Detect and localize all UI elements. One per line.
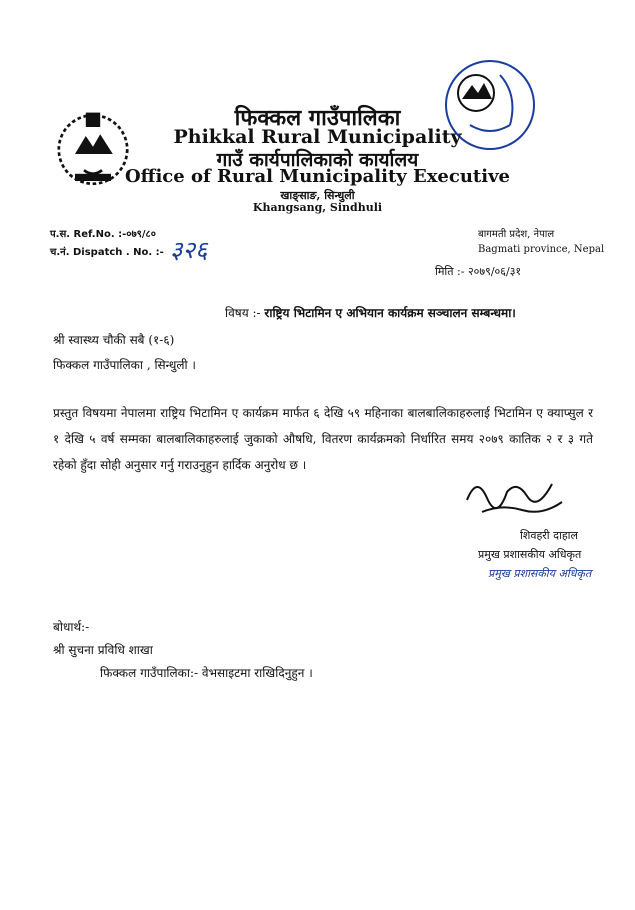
- signatory-stamp: प्रमुख प्रशासकीय अधिकृत: [488, 567, 592, 580]
- subject-label: विषय :-: [225, 306, 261, 320]
- ref-number: प.स. Ref.No. :-०७९/८०: [50, 229, 156, 240]
- address-nepali: खाङ्साङ, सिन्धुली: [280, 189, 355, 202]
- signatory-name: शिवहरी दाहाल: [520, 529, 578, 542]
- office-name-nepali: गाउँ कार्यपालिकाको कार्यालय: [216, 149, 419, 171]
- signatory-title: प्रमुख प्रशासकीय अधिकृत: [478, 548, 582, 561]
- recipient-line-2: फिक्कल गाउँपालिका , सिन्धुली ।: [53, 358, 196, 372]
- cc-line-2: फिक्कल गाउँपालिका:- वेभसाइटमा राखिदिनुहुन ।: [100, 666, 313, 680]
- dispatch-number: ३२६: [170, 236, 208, 264]
- address-english: Khangsang, Sindhuli: [252, 201, 383, 214]
- province-english: Bagmati province, Nepal: [478, 244, 605, 255]
- subject-line: [225, 304, 516, 321]
- cc-line-1: श्री सुचना प्रविधि शाखा: [53, 643, 153, 657]
- municipality-name-nepali: फिक्कल गाउँपालिका: [234, 105, 401, 131]
- office-name-english: Office of Rural Municipality Executive: [125, 166, 510, 187]
- dispatch-label: च.नं. Dispatch . No. :-: [50, 247, 164, 258]
- province-nepali: बागमती प्रदेश, नेपाल: [478, 229, 555, 240]
- letter-body: प्रस्तुत विषयमा नेपालमा राष्ट्रिय भिटामिन ए कार्यक्रम मार्फत ६ देखि ५९ महिनाका बालबालिकाहरुलाई भिटामिन ए क्याप्सुल र १ देखि ५ वर्ष सम्मका बालबालिकाहरुलाई जुकाको औषधि, वितरण कार्यक्रमको निर्धारित समय २०७९ कातिक २ र ३ गते रहेको हुँदा सोही अनुसार गर्नु गराउनुहुन हार्दिक अनुरोध छ ।: [53, 406, 593, 472]
- subject-text: राष्ट्रिय भिटामिन ए अभियान कार्यक्रम सञ्चालन सम्बन्धमा।: [264, 306, 516, 320]
- letter-date: मिति :- २०७९/०६/३१: [435, 265, 522, 278]
- cc-label: बोधार्थ:-: [53, 620, 90, 634]
- municipality-name-english: Phikkal Rural Municipality: [173, 126, 462, 148]
- signature-icon: [462, 470, 572, 520]
- recipient-line-1: श्री स्वास्थ्य चौकी सबै (१-६): [53, 333, 175, 347]
